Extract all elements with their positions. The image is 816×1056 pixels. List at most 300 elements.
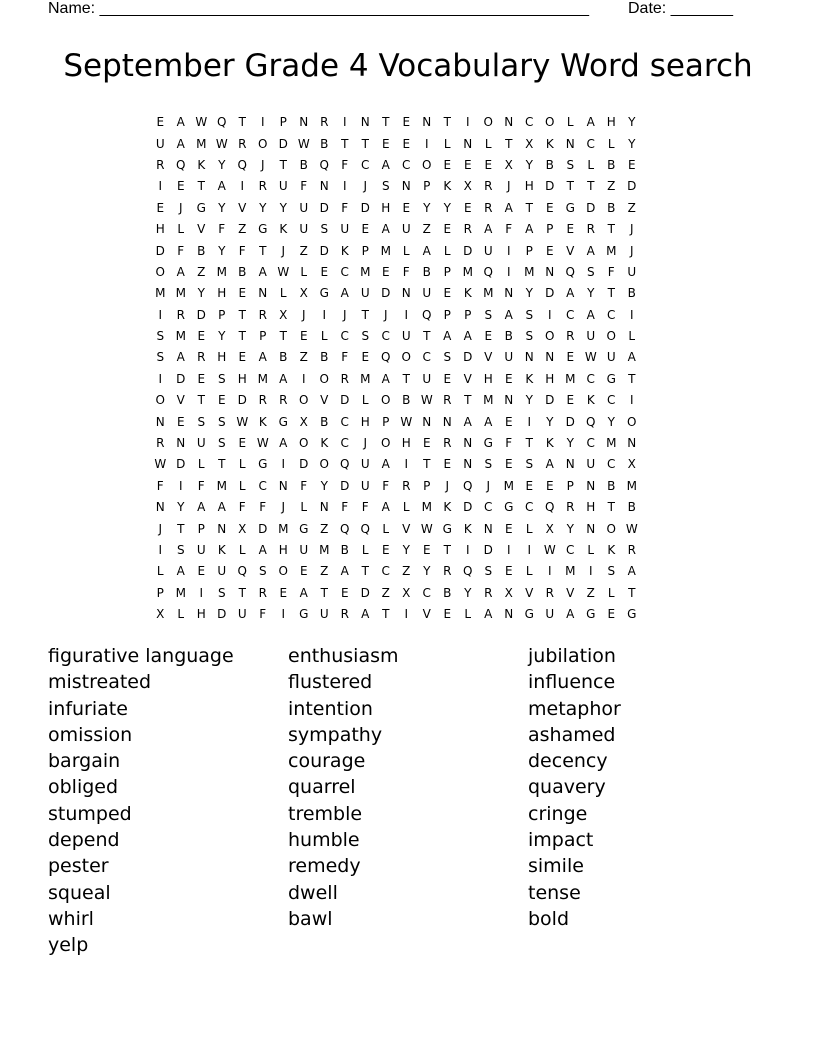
grid-cell[interactable]: D [586,200,596,215]
grid-cell[interactable]: U [545,607,555,622]
grid-cell[interactable]: M [196,136,207,151]
date-field-label[interactable]: Date: _______ [628,0,733,17]
grid-cell[interactable]: S [566,157,575,172]
grid-cell[interactable]: D [237,393,247,408]
grid-cell[interactable]: Q [237,564,247,579]
grid-cell[interactable]: Q [463,564,473,579]
grid-cell[interactable]: L [484,136,492,151]
grid-cell[interactable]: Y [628,115,636,130]
grid-cell[interactable]: I [281,457,286,472]
grid-cell[interactable]: Z [381,585,390,600]
name-field-label[interactable]: Name: _______________________________________________________ [48,0,589,17]
grid-cell[interactable]: D [196,307,206,322]
grid-cell[interactable]: N [401,179,411,194]
grid-cell[interactable]: U [627,264,637,279]
grid-cell[interactable]: L [177,607,185,622]
grid-cell[interactable]: N [299,115,309,130]
grid-cell[interactable]: B [607,157,616,172]
grid-cell[interactable]: M [606,243,617,258]
grid-cell[interactable]: X [504,157,513,172]
grid-cell[interactable]: Y [197,286,205,301]
grid-cell[interactable]: B [320,350,329,365]
grid-cell[interactable]: N [401,286,411,301]
grid-cell[interactable]: U [299,200,309,215]
grid-cell[interactable]: W [215,136,228,151]
grid-cell[interactable]: D [155,243,165,258]
grid-cell[interactable]: C [607,307,616,322]
grid-cell[interactable]: N [504,286,514,301]
grid-cell[interactable]: N [627,436,637,451]
grid-cell[interactable]: N [217,521,227,536]
grid-cell[interactable]: W [543,543,556,557]
grid-cell[interactable]: T [361,307,369,322]
grid-cell[interactable]: T [197,393,205,408]
grid-cell[interactable]: R [484,585,493,600]
grid-cell[interactable]: H [401,436,411,451]
grid-cell[interactable]: A [340,564,349,579]
grid-cell[interactable]: D [545,286,555,301]
grid-cell[interactable]: N [319,500,329,515]
grid-cell[interactable]: G [196,200,206,215]
grid-cell[interactable]: A [422,243,431,258]
grid-cell[interactable]: X [299,414,308,429]
grid-cell[interactable]: S [381,179,390,194]
grid-cell[interactable]: F [341,350,349,365]
grid-cell[interactable]: L [279,286,287,301]
grid-cell[interactable]: D [483,543,493,557]
grid-cell[interactable]: F [197,478,205,493]
grid-cell[interactable]: B [299,157,308,172]
grid-cell[interactable]: E [422,436,431,451]
grid-cell[interactable]: Y [546,414,554,429]
grid-cell[interactable]: E [443,157,452,172]
grid-cell[interactable]: A [381,222,390,237]
grid-cell[interactable]: A [443,329,452,344]
grid-cell[interactable]: G [299,521,309,536]
grid-cell[interactable]: E [443,457,452,472]
grid-cell[interactable]: A [258,350,267,365]
grid-cell[interactable]: E [402,136,411,151]
grid-cell[interactable]: T [423,329,431,344]
grid-cell[interactable]: L [587,543,595,557]
grid-cell[interactable]: T [218,457,226,472]
grid-cell[interactable]: Y [566,521,574,536]
grid-cell[interactable]: O [422,157,432,172]
grid-cell[interactable]: A [504,200,513,215]
grid-cell[interactable]: F [361,500,369,515]
grid-cell[interactable]: S [586,264,595,279]
grid-cell[interactable]: Z [607,179,616,194]
grid-cell[interactable]: K [525,371,534,386]
grid-cell[interactable]: L [587,157,595,172]
grid-cell[interactable]: I [547,564,552,579]
grid-cell[interactable]: E [545,478,554,493]
grid-cell[interactable]: M [524,264,535,279]
grid-cell[interactable]: I [404,457,409,472]
grid-cell[interactable]: R [176,307,185,322]
grid-cell[interactable]: G [524,607,534,622]
grid-cell[interactable]: L [402,243,410,258]
grid-cell[interactable]: S [443,350,452,365]
grid-cell[interactable]: Y [218,329,226,344]
grid-cell[interactable]: N [483,521,493,536]
grid-cell[interactable]: E [197,371,206,386]
grid-cell[interactable]: F [238,243,246,258]
grid-cell[interactable]: B [627,286,636,301]
grid-cell[interactable]: D [319,200,329,215]
grid-cell[interactable]: T [587,179,595,194]
grid-cell[interactable]: F [177,243,185,258]
grid-cell[interactable]: I [301,371,306,386]
grid-cell[interactable]: Z [422,222,431,237]
grid-cell[interactable]: Z [320,521,329,536]
grid-cell[interactable]: I [527,414,532,429]
grid-cell[interactable]: K [258,414,267,429]
grid-cell[interactable]: D [278,136,288,151]
grid-cell[interactable]: J [383,307,388,322]
grid-cell[interactable]: L [607,136,615,151]
grid-cell[interactable]: E [299,329,308,344]
grid-cell[interactable]: Z [402,564,411,579]
grid-cell[interactable]: C [258,478,267,493]
grid-cell[interactable]: L [443,136,451,151]
grid-cell[interactable]: I [465,115,470,130]
grid-cell[interactable]: O [545,329,555,344]
grid-cell[interactable]: A [340,286,349,301]
grid-cell[interactable]: E [504,371,513,386]
grid-cell[interactable]: U [360,286,370,301]
grid-cell[interactable]: W [297,136,310,151]
grid-cell[interactable]: K [545,436,554,451]
grid-cell[interactable]: S [217,414,226,429]
grid-cell[interactable]: N [155,414,165,429]
grid-cell[interactable]: U [196,543,206,557]
grid-cell[interactable]: E [545,243,554,258]
grid-cell[interactable]: Q [545,500,555,515]
grid-cell[interactable]: D [565,414,575,429]
grid-cell[interactable]: C [586,436,595,451]
grid-cell[interactable]: A [176,350,185,365]
grid-cell[interactable]: G [504,500,514,515]
grid-cell[interactable]: M [175,286,186,301]
grid-cell[interactable]: M [216,478,227,493]
grid-cell[interactable]: Q [176,157,186,172]
grid-cell[interactable]: C [525,500,534,515]
grid-cell[interactable]: R [197,350,206,365]
grid-cell[interactable]: I [240,179,245,194]
grid-cell[interactable]: U [422,371,432,386]
grid-cell[interactable]: E [566,350,575,365]
grid-cell[interactable]: M [483,393,494,408]
grid-cell[interactable]: R [258,179,267,194]
grid-cell[interactable]: A [463,414,472,429]
grid-cell[interactable]: I [260,115,265,130]
grid-cell[interactable]: J [629,243,634,258]
grid-cell[interactable]: F [341,500,349,515]
grid-cell[interactable]: P [156,585,164,600]
grid-cell[interactable]: E [607,607,616,622]
grid-cell[interactable]: Y [566,436,574,451]
grid-cell[interactable]: R [156,436,165,451]
grid-cell[interactable]: S [156,329,165,344]
grid-cell[interactable]: I [281,607,286,622]
grid-cell[interactable]: R [586,222,595,237]
grid-cell[interactable]: Q [483,264,493,279]
grid-cell[interactable]: N [360,115,370,130]
grid-cell[interactable]: Y [607,414,615,429]
grid-cell[interactable]: L [177,222,185,237]
grid-cell[interactable]: X [504,585,513,600]
grid-cell[interactable]: F [238,500,246,515]
grid-cell[interactable]: P [361,243,369,258]
grid-cell[interactable]: A [279,371,288,386]
grid-cell[interactable]: O [606,329,616,344]
grid-cell[interactable]: X [627,457,636,472]
grid-cell[interactable]: S [607,564,616,579]
grid-cell[interactable]: U [319,607,329,622]
grid-cell[interactable]: B [197,243,206,258]
grid-cell[interactable]: P [443,264,451,279]
grid-cell[interactable]: L [156,564,164,579]
grid-cell[interactable]: B [320,414,329,429]
grid-cell[interactable]: G [258,222,268,237]
grid-cell[interactable]: R [340,607,349,622]
grid-cell[interactable]: H [483,371,493,386]
grid-cell[interactable]: F [382,478,390,493]
grid-cell[interactable]: X [156,607,165,622]
grid-cell[interactable]: M [626,478,637,493]
grid-cell[interactable]: T [197,179,205,194]
grid-cell[interactable]: W [236,414,249,429]
grid-cell[interactable]: F [341,200,349,215]
grid-cell[interactable]: L [607,585,615,600]
grid-cell[interactable]: E [361,350,370,365]
grid-cell[interactable]: J [445,478,450,493]
grid-cell[interactable]: P [546,222,554,237]
grid-cell[interactable]: N [176,436,186,451]
grid-cell[interactable]: N [278,478,288,493]
grid-cell[interactable]: T [382,607,390,622]
grid-cell[interactable]: I [465,543,470,557]
grid-cell[interactable]: S [176,543,185,557]
grid-cell[interactable]: P [566,478,574,493]
grid-cell[interactable]: A [566,286,575,301]
grid-cell[interactable]: H [381,200,391,215]
grid-cell[interactable]: E [238,350,247,365]
grid-cell[interactable]: V [463,371,472,386]
grid-cell[interactable]: J [281,243,286,258]
grid-cell[interactable]: A [566,607,575,622]
grid-cell[interactable]: X [238,521,247,536]
grid-cell[interactable]: L [402,500,410,515]
grid-cell[interactable]: E [176,179,185,194]
grid-cell[interactable]: N [463,457,473,472]
grid-cell[interactable]: L [238,478,246,493]
grid-cell[interactable]: K [443,500,452,515]
grid-cell[interactable]: R [279,393,288,408]
grid-cell[interactable]: B [279,350,288,365]
grid-cell[interactable]: P [382,414,390,429]
grid-cell[interactable]: R [566,500,575,515]
grid-cell[interactable]: U [217,564,227,579]
grid-cell[interactable]: H [545,371,555,386]
grid-cell[interactable]: I [547,307,552,322]
grid-cell[interactable]: Y [628,136,636,151]
grid-cell[interactable]: I [527,543,532,557]
grid-cell[interactable]: Y [279,200,287,215]
grid-cell[interactable]: T [505,136,513,151]
grid-cell[interactable]: T [279,157,287,172]
grid-cell[interactable]: R [340,371,349,386]
grid-cell[interactable]: W [195,115,208,130]
grid-cell[interactable]: Z [320,564,329,579]
grid-cell[interactable]: O [278,564,288,579]
grid-cell[interactable]: C [340,329,349,344]
grid-cell[interactable]: M [155,286,166,301]
grid-cell[interactable]: H [360,414,370,429]
grid-cell[interactable]: U [586,329,596,344]
grid-cell[interactable]: C [340,436,349,451]
grid-cell[interactable]: T [279,329,287,344]
grid-cell[interactable]: K [463,521,472,536]
grid-cell[interactable]: Q [319,157,329,172]
grid-cell[interactable]: V [484,350,493,365]
grid-cell[interactable]: R [156,157,165,172]
grid-cell[interactable]: E [381,264,390,279]
grid-cell[interactable]: D [463,243,473,258]
grid-cell[interactable]: F [259,500,267,515]
grid-cell[interactable]: O [299,393,309,408]
grid-cell[interactable]: B [607,200,616,215]
grid-cell[interactable]: H [237,371,247,386]
grid-cell[interactable]: V [525,585,534,600]
grid-cell[interactable]: U [278,179,288,194]
grid-cell[interactable]: I [629,393,634,408]
grid-cell[interactable]: Q [340,457,350,472]
grid-cell[interactable]: P [279,115,287,130]
grid-cell[interactable]: T [238,329,246,344]
grid-cell[interactable]: E [484,329,493,344]
grid-cell[interactable]: I [199,585,204,600]
grid-cell[interactable]: E [422,543,431,557]
grid-cell[interactable]: T [628,371,636,386]
grid-cell[interactable]: C [566,543,575,557]
grid-cell[interactable]: W [625,521,638,536]
grid-cell[interactable]: X [299,286,308,301]
grid-cell[interactable]: J [301,307,306,322]
grid-cell[interactable]: A [258,543,267,557]
grid-cell[interactable]: M [565,371,576,386]
grid-cell[interactable]: A [586,115,595,130]
grid-cell[interactable]: S [217,585,226,600]
grid-cell[interactable]: D [176,371,186,386]
grid-cell[interactable]: A [504,307,513,322]
grid-cell[interactable]: J [506,179,511,194]
grid-cell[interactable]: A [381,457,390,472]
grid-cell[interactable]: J [158,521,163,536]
grid-cell[interactable]: C [340,264,349,279]
grid-cell[interactable]: W [256,436,269,451]
grid-cell[interactable]: F [300,478,308,493]
grid-cell[interactable]: E [279,585,288,600]
grid-cell[interactable]: W [420,393,433,408]
grid-cell[interactable]: E [504,564,513,579]
grid-cell[interactable]: B [422,264,431,279]
grid-cell[interactable]: G [278,414,288,429]
grid-cell[interactable]: P [464,307,472,322]
grid-cell[interactable]: V [566,585,575,600]
grid-cell[interactable]: M [483,286,494,301]
grid-cell[interactable]: Q [360,521,370,536]
grid-cell[interactable]: L [300,500,308,515]
grid-cell[interactable]: R [484,179,493,194]
grid-cell[interactable]: H [196,607,206,622]
grid-cell[interactable]: U [401,329,411,344]
grid-cell[interactable]: C [422,350,431,365]
grid-cell[interactable]: M [278,521,289,536]
grid-cell[interactable]: A [381,157,390,172]
grid-cell[interactable]: F [402,264,410,279]
grid-cell[interactable]: Y [218,200,226,215]
grid-cell[interactable]: I [629,307,634,322]
grid-cell[interactable]: Y [218,243,226,258]
grid-cell[interactable]: O [299,436,309,451]
grid-cell[interactable]: A [258,264,267,279]
grid-cell[interactable]: W [154,457,167,472]
grid-cell[interactable]: A [586,243,595,258]
grid-cell[interactable]: A [545,457,554,472]
grid-cell[interactable]: L [566,115,574,130]
grid-cell[interactable]: E [361,222,370,237]
grid-cell[interactable]: M [360,371,371,386]
grid-cell[interactable]: O [401,350,411,365]
grid-cell[interactable]: R [484,200,493,215]
grid-cell[interactable]: E [566,222,575,237]
grid-cell[interactable]: I [158,543,163,557]
grid-cell[interactable]: Q [340,521,350,536]
grid-cell[interactable]: Y [320,478,328,493]
grid-cell[interactable]: C [484,500,493,515]
grid-cell[interactable]: C [381,564,390,579]
grid-cell[interactable]: A [361,607,370,622]
grid-cell[interactable]: S [197,414,206,429]
grid-cell[interactable]: T [525,436,533,451]
grid-cell[interactable]: R [320,115,329,130]
grid-cell[interactable]: U [504,350,514,365]
grid-cell[interactable]: L [628,329,636,344]
grid-cell[interactable]: M [257,371,268,386]
grid-cell[interactable]: S [361,329,370,344]
grid-cell[interactable]: L [382,521,390,536]
grid-cell[interactable]: O [319,457,329,472]
grid-cell[interactable]: Y [423,564,431,579]
grid-cell[interactable]: E [627,157,636,172]
grid-cell[interactable]: K [463,286,472,301]
grid-cell[interactable]: Q [381,350,391,365]
grid-cell[interactable]: K [320,436,329,451]
grid-cell[interactable]: A [176,264,185,279]
grid-cell[interactable]: Z [586,585,595,600]
grid-cell[interactable]: B [340,543,349,557]
grid-cell[interactable]: S [484,307,493,322]
grid-cell[interactable]: O [483,115,493,130]
grid-cell[interactable]: Y [525,157,533,172]
grid-cell[interactable]: E [443,286,452,301]
grid-cell[interactable]: U [422,286,432,301]
grid-cell[interactable]: D [545,393,555,408]
grid-cell[interactable]: M [175,585,186,600]
grid-cell[interactable]: X [463,179,472,194]
